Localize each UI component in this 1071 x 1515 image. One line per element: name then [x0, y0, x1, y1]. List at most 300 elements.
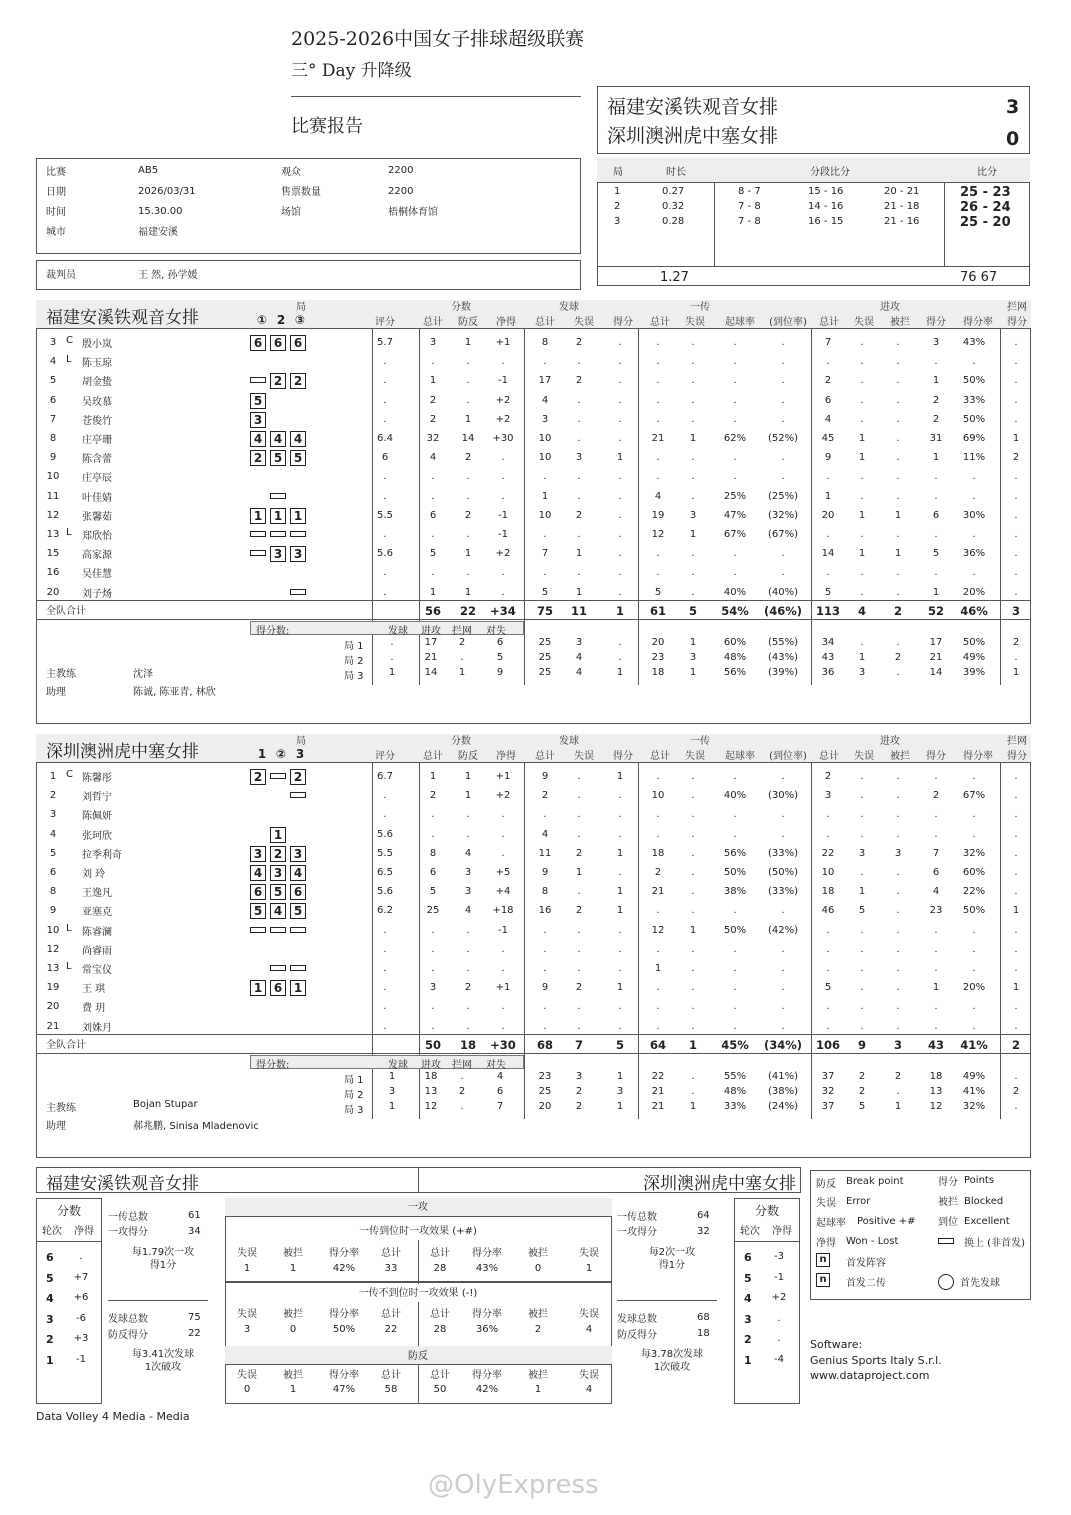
rotation-position: 2	[270, 373, 286, 389]
report-title: 2025-2026中国女子排球超级联赛	[291, 28, 585, 50]
serve-total-label: 发球总数	[108, 1314, 148, 1325]
legend-blo: 被拦	[938, 1197, 958, 1208]
stat-cell: 1	[858, 886, 866, 898]
header-pts-wl: 净得	[496, 751, 516, 762]
stat-cell: 5.5	[377, 509, 393, 521]
header-serve-err: 失误	[574, 751, 594, 762]
stat-cell: 46	[821, 905, 835, 917]
stat-cell: .	[501, 963, 505, 974]
stat-cell: .	[543, 1001, 547, 1013]
player-name: 高家源	[82, 550, 112, 562]
stat-cell: .	[618, 413, 622, 425]
set-points-cell: 1	[388, 1100, 396, 1112]
rotation-header-rot: 轮次	[42, 1226, 62, 1237]
footer-text: Data Volley 4 Media - Media	[36, 1410, 190, 1423]
stat-cell: 10	[538, 452, 552, 464]
stat-cell: .	[431, 809, 435, 821]
rotation-position: 3	[270, 865, 286, 881]
set-number: 3	[614, 216, 621, 227]
stat-cell: .	[781, 337, 785, 348]
set-stat-cell: .	[1014, 651, 1018, 663]
stat-cell: 5.7	[377, 337, 393, 348]
team-total-cell: 1	[615, 603, 624, 618]
player-number: 15	[46, 548, 60, 560]
defense-value: 58	[384, 1384, 398, 1395]
stat-cell: -1	[498, 529, 508, 540]
stat-cell: +2	[495, 413, 511, 425]
stat-cell: .	[691, 548, 695, 560]
rotation-position: 2	[250, 769, 266, 785]
player-name: 苍俊竹	[82, 415, 112, 427]
stat-cell: 6.2	[377, 905, 393, 917]
stat-cell: .	[896, 394, 900, 406]
header-pts-wl: 净得	[496, 317, 516, 328]
stat-cell: .	[618, 809, 622, 821]
stat-cell: .	[656, 471, 660, 483]
metric-header: 失误	[237, 1248, 257, 1259]
divider	[108, 1300, 208, 1301]
negative-value: 2	[534, 1324, 542, 1335]
stat-cell: 50%	[723, 867, 747, 878]
rotation-net: +3	[73, 1333, 89, 1344]
stat-cell: 47%	[723, 509, 747, 521]
stat-cell: .	[383, 356, 387, 368]
stat-cell: 1	[575, 548, 583, 560]
stat-cell: 12	[651, 924, 665, 936]
stat-cell: 6.7	[377, 771, 393, 782]
stat-cell: .	[543, 356, 547, 368]
venue-value: 梧桐体育馆	[388, 207, 438, 218]
stat-cell: 4	[541, 828, 549, 840]
set-stat-cell: 55%	[723, 1070, 747, 1082]
stat-cell: 1	[616, 771, 624, 782]
stat-cell: 22%	[962, 886, 986, 898]
player-number: 3	[49, 337, 57, 348]
stat-cell: -1	[498, 375, 508, 387]
metric-header: 得分率	[472, 1309, 502, 1320]
stat-cell: .	[934, 1020, 938, 1032]
substitute-marker	[250, 377, 266, 383]
rotation-net: -1	[76, 1353, 86, 1365]
player-number: 16	[46, 567, 60, 579]
team-total-cell: 7	[574, 1037, 583, 1052]
set-partial-2: 14 - 16	[808, 201, 844, 212]
stat-cell: .	[896, 490, 900, 502]
stat-cell: .	[501, 452, 505, 464]
player-name: 刘 玲	[82, 869, 106, 880]
set-points-label: 得分数:	[256, 1059, 290, 1071]
defense-title: 防反	[408, 1351, 428, 1362]
stat-cell: .	[431, 490, 435, 502]
set-points-cell: 17	[424, 636, 438, 648]
stat-cell: .	[934, 924, 938, 936]
stat-cell: .	[733, 375, 737, 387]
rotation-number: 6	[744, 1251, 752, 1264]
player-name: 殷小岚	[82, 339, 112, 350]
player-number: 6	[49, 867, 57, 878]
match-label: 比赛	[46, 167, 66, 178]
stat-cell: .	[896, 963, 900, 974]
reception-total: 61	[188, 1210, 201, 1221]
stat-cell: 4	[932, 886, 940, 898]
stat-cell: .	[618, 509, 622, 521]
date-value: 2026/03/31	[138, 186, 196, 197]
set-stat-cell: 36	[821, 666, 835, 678]
set-points-cell: 2	[458, 1085, 466, 1097]
set-points-cell: 3	[388, 1085, 396, 1097]
header-att-blo: 被拦	[890, 317, 910, 328]
stat-cell: 4	[464, 847, 472, 859]
tickets-value: 2200	[388, 186, 414, 197]
set-stat-cell: 25	[538, 651, 552, 663]
stat-cell: 2	[932, 394, 940, 406]
stat-cell: .	[826, 924, 830, 936]
stat-cell: .	[466, 567, 470, 579]
set-points-header-cell: 发球	[388, 625, 408, 637]
stat-cell: 6	[824, 394, 832, 406]
set-partial-3: 21 - 18	[884, 201, 920, 212]
summary-team2: 深圳澳洲虎中塞女排	[643, 1174, 796, 1194]
team-total-cell: 22	[459, 603, 476, 618]
header-block-pts: 得分	[1007, 751, 1027, 762]
team-total-label: 全队合计	[46, 605, 86, 617]
set-stat-cell: 1	[689, 636, 697, 648]
stat-cell: .	[466, 809, 470, 821]
stat-cell: .	[618, 586, 622, 598]
stat-cell: .	[383, 413, 387, 425]
stat-cell: .	[618, 529, 622, 540]
positive-value: 1	[289, 1263, 297, 1274]
stat-cell: 5	[824, 586, 832, 598]
team-total-label: 全队合计	[46, 1039, 86, 1051]
divider	[36, 1241, 102, 1242]
stat-cell: .	[691, 963, 695, 974]
set-points-header-cell: 对失	[486, 625, 506, 637]
header-att-pct: 得分率	[963, 317, 993, 328]
stat-cell: .	[691, 867, 695, 878]
stat-cell: .	[466, 963, 470, 974]
stat-cell: +18	[492, 905, 514, 917]
coach-name: 沈泽	[133, 668, 153, 680]
stat-cell: 1	[616, 905, 624, 917]
rotation-number: 5	[744, 1271, 752, 1285]
negative-value: 0	[289, 1324, 297, 1335]
stat-cell: +5	[495, 867, 511, 878]
header-pts-bp: 防反	[458, 751, 478, 762]
stat-cell: .	[781, 1020, 785, 1032]
set-mark: ①	[256, 313, 268, 327]
player-number: 9	[49, 452, 57, 464]
metric-header: 被拦	[283, 1309, 303, 1320]
rotation-position: 2	[290, 373, 306, 389]
set-stat-cell: 3	[616, 1085, 624, 1097]
stat-cell: .	[618, 337, 622, 348]
stat-cell: .	[860, 567, 864, 579]
header-attack: 进攻	[880, 302, 900, 313]
team-total-cell: (46%)	[763, 603, 803, 618]
stat-cell: 5	[824, 982, 832, 994]
stat-cell: 5.6	[377, 886, 393, 898]
stat-cell: .	[972, 1001, 976, 1013]
set-stat-cell: 3	[575, 636, 583, 648]
rotation-position: 3	[270, 546, 286, 562]
stat-cell: .	[656, 548, 660, 560]
set-stat-cell: 22	[651, 1070, 665, 1082]
stat-cell: 1	[464, 771, 472, 782]
stat-cell: .	[972, 924, 976, 936]
stat-cell: .	[383, 1020, 387, 1032]
set-mark: 3	[295, 747, 305, 761]
stat-cell: .	[860, 790, 864, 802]
stat-cell: 5.6	[377, 548, 393, 560]
legend-first-serve: 首先发球	[960, 1278, 1000, 1289]
player-number: 7	[49, 413, 57, 425]
metric-header: 总计	[381, 1370, 401, 1381]
player-name: 吴佳慧	[82, 569, 112, 581]
rotation-position: 4	[270, 431, 286, 447]
header-rec-exc: (到位率)	[769, 751, 807, 762]
stat-cell: .	[466, 356, 470, 368]
rotation-number: 4	[744, 1292, 752, 1305]
first-serve-icon	[938, 1274, 954, 1290]
player-number: 20	[46, 586, 60, 598]
player-number: 21	[46, 1020, 60, 1032]
stat-cell: .	[934, 828, 938, 840]
header-attack: 进攻	[880, 736, 900, 747]
stat-cell: .	[656, 828, 660, 840]
score-team1-name: 福建安溪铁观音女排	[607, 96, 779, 118]
coach-label: 主教练	[46, 1102, 76, 1114]
rotation-position: 6	[270, 980, 286, 996]
player-number: 19	[46, 982, 60, 994]
venue-label: 场馆	[281, 207, 301, 218]
legend-err: 失误	[816, 1198, 836, 1209]
stat-cell: .	[860, 943, 864, 955]
stat-cell: .	[781, 1001, 785, 1013]
positive-value: 43%	[475, 1263, 499, 1274]
stat-cell: .	[934, 471, 938, 483]
legend-sub: 换上 (非首发)	[964, 1238, 1025, 1249]
stat-cell: 6	[381, 452, 389, 464]
stat-cell: 3	[429, 982, 437, 994]
stat-cell: .	[896, 886, 900, 898]
score-team1-sets: 3	[1006, 96, 1020, 118]
stat-cell: .	[1014, 963, 1018, 974]
set-points-cell: 6	[496, 636, 504, 648]
stat-cell: 3	[858, 847, 866, 859]
stat-cell: .	[733, 452, 737, 464]
stat-cell: 1	[464, 586, 472, 598]
player-number: 20	[46, 1001, 60, 1013]
negative-value: 50%	[332, 1324, 356, 1335]
stat-cell: .	[896, 567, 900, 579]
substitute-marker	[270, 493, 286, 499]
player-name: 拉季利奇	[82, 849, 122, 861]
set-stat-cell: 33%	[723, 1100, 747, 1112]
stat-cell: .	[691, 490, 695, 502]
header-pts-total: 总计	[423, 317, 443, 328]
stat-cell: .	[691, 943, 695, 955]
stat-cell: .	[733, 548, 737, 560]
player-number: 9	[49, 905, 57, 917]
defense-value: 42%	[475, 1384, 499, 1395]
stat-cell: .	[1014, 943, 1018, 955]
metric-header: 得分率	[329, 1370, 359, 1381]
stat-cell: 60%	[962, 867, 986, 878]
stat-cell: .	[577, 490, 581, 502]
rotation-position: 5	[290, 450, 306, 466]
negative-title: 一传不到位时一攻效果 (-!)	[358, 1288, 478, 1299]
stat-cell: .	[972, 809, 976, 821]
set-stat-cell: 1	[858, 651, 866, 663]
player-number: 10	[46, 471, 60, 483]
stat-cell: 56%	[723, 847, 747, 859]
set-points-cell: 12	[424, 1100, 438, 1112]
stat-cell: .	[431, 924, 435, 936]
stat-cell: 17	[538, 375, 552, 387]
stat-cell: -1	[498, 924, 508, 936]
stat-cell: 50%	[723, 924, 747, 936]
stat-cell: .	[656, 809, 660, 821]
rotation-position: 4	[290, 865, 306, 881]
stat-cell: .	[896, 905, 900, 917]
serve-total: 75	[188, 1312, 201, 1323]
sets-header-score: 比分	[977, 167, 997, 178]
stat-cell: .	[466, 1001, 470, 1013]
stat-cell: .	[501, 471, 505, 483]
metric-header: 被拦	[528, 1309, 548, 1320]
header-rating: 评分	[375, 751, 395, 762]
divider	[36, 1034, 1031, 1035]
stat-cell: .	[896, 771, 900, 782]
stat-cell: .	[618, 394, 622, 406]
rotation-net: -6	[76, 1312, 86, 1324]
first-attack-ratio2: 得1分	[658, 1260, 686, 1271]
stat-cell: .	[656, 394, 660, 406]
stat-cell: 1	[858, 509, 866, 521]
stat-cell: .	[781, 356, 785, 368]
set-points-cell: 6	[496, 1085, 504, 1097]
stat-cell: 5.5	[377, 847, 393, 859]
set-stat-cell: 21	[651, 1085, 665, 1097]
set-points-header-cell: 对失	[486, 1059, 506, 1071]
stat-cell: .	[466, 375, 470, 387]
set-stat-cell: (43%)	[767, 651, 799, 663]
stat-cell: .	[431, 1001, 435, 1013]
set-stat-cell: 2	[575, 1085, 583, 1097]
set-points-header-cell: 拦网	[452, 625, 472, 637]
stat-cell: .	[1014, 924, 1018, 936]
stat-cell: .	[733, 982, 737, 994]
metric-header: 被拦	[283, 1370, 303, 1381]
rotation-header-net: 净得	[772, 1226, 792, 1237]
header-att-err: 失误	[854, 317, 874, 328]
stat-cell: .	[466, 943, 470, 955]
break-points: 18	[697, 1328, 710, 1339]
rotation-number: 2	[46, 1333, 54, 1346]
stat-cell: 9	[541, 982, 549, 994]
stat-cell: .	[656, 1001, 660, 1013]
stat-cell: 4	[541, 394, 549, 406]
stat-cell: +2	[495, 394, 511, 406]
stat-cell: .	[618, 433, 622, 444]
stat-cell: .	[1014, 567, 1018, 579]
stat-cell: .	[577, 809, 581, 821]
set-row-label: 局 1	[344, 640, 364, 652]
referee-value: 王 然, 孙学媛	[138, 270, 198, 281]
stat-cell: .	[896, 452, 900, 464]
player-number: 4	[49, 356, 57, 368]
stat-cell: .	[466, 924, 470, 936]
positive-value: 1	[243, 1263, 251, 1274]
stat-cell: .	[618, 471, 622, 483]
positive-value: 33	[384, 1263, 398, 1274]
set-stat-cell: 18	[929, 1070, 943, 1082]
set-stat-cell: 2	[858, 1070, 866, 1082]
header-att-err: 失误	[854, 751, 874, 762]
stat-cell: .	[656, 356, 660, 368]
substitute-marker	[290, 792, 306, 798]
stat-cell: 19	[651, 509, 665, 521]
stat-cell: .	[733, 413, 737, 425]
set-stat-cell: 13	[929, 1085, 943, 1097]
serve-total: 68	[697, 1312, 710, 1323]
player-number: 3	[49, 809, 57, 821]
stat-cell: 8	[541, 337, 549, 348]
metric-header: 失误	[579, 1370, 599, 1381]
rotation-header-net: 净得	[74, 1226, 94, 1237]
header-rec-err: 失误	[685, 317, 705, 328]
divider	[36, 1053, 1031, 1054]
set-points-header-cell: 进攻	[421, 625, 441, 637]
rotation-position: 2	[290, 769, 306, 785]
stat-cell: .	[577, 771, 581, 782]
stat-cell: .	[691, 886, 695, 898]
stat-cell: .	[972, 471, 976, 483]
team-total-cell: 5	[688, 603, 697, 618]
set-stat-cell: 37	[821, 1070, 835, 1082]
divider	[714, 182, 715, 266]
team-total-cell: 113	[815, 603, 840, 618]
stat-cell: 21	[651, 433, 665, 444]
header-att-total: 总计	[819, 317, 839, 328]
stat-cell: .	[431, 828, 435, 840]
set-stat-cell: .	[618, 651, 622, 663]
rotation-position: 5	[270, 884, 286, 900]
stat-cell: .	[972, 771, 976, 782]
stat-cell: 1	[575, 867, 583, 878]
stat-cell: .	[972, 567, 976, 579]
stat-cell: .	[618, 790, 622, 802]
stat-cell: .	[896, 471, 900, 483]
rotation-net: +2	[771, 1292, 787, 1303]
stat-cell: .	[781, 452, 785, 464]
stat-cell: .	[860, 337, 864, 348]
stat-cell: 10	[538, 509, 552, 521]
metric-header: 总计	[430, 1248, 450, 1259]
stat-cell: .	[543, 529, 547, 540]
set-stat-cell: 20	[538, 1100, 552, 1112]
set-score: 25 - 23	[960, 185, 1011, 200]
stat-cell: .	[501, 809, 505, 821]
stat-cell: .	[860, 529, 864, 540]
stat-cell: 62%	[723, 433, 747, 444]
time-value: 15.30.00	[138, 206, 183, 217]
set-stat-cell: 39%	[962, 666, 986, 678]
rotation-position: 3	[250, 846, 266, 862]
stat-cell: 11	[538, 847, 552, 859]
set-partial-3: 21 - 16	[884, 216, 920, 227]
